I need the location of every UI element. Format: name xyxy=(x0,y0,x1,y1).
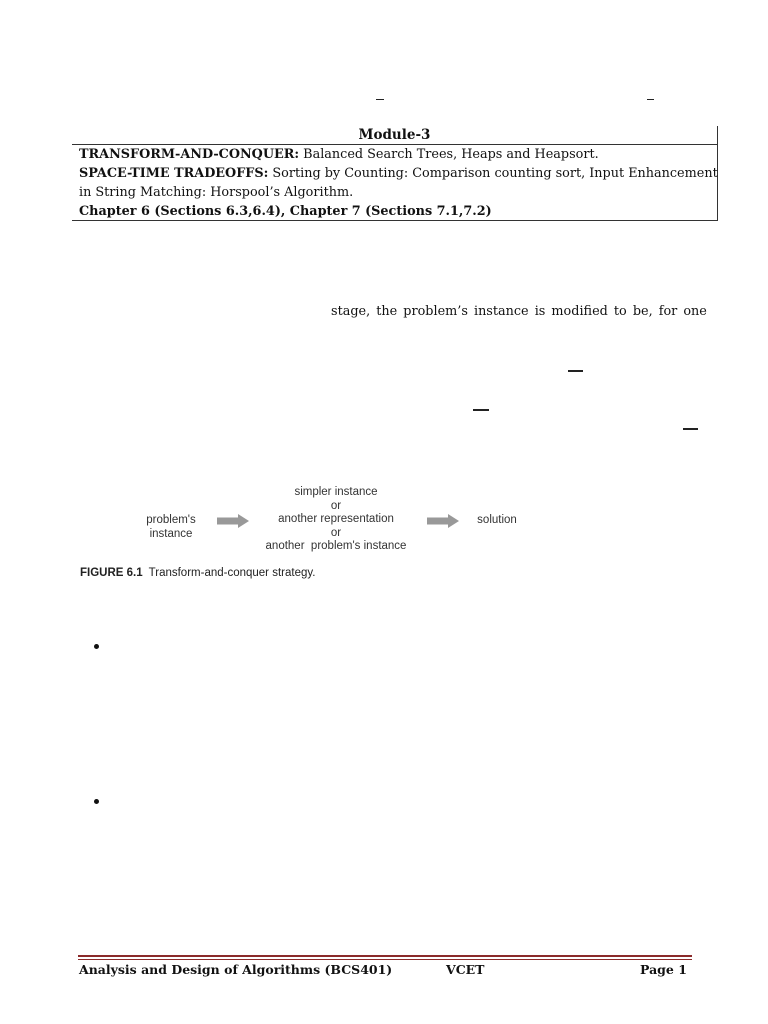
dash-mark xyxy=(568,370,583,372)
figure-left-label xyxy=(135,514,207,541)
module-chapters: Chapter 6 (Sections 6.3,6.4), Chapter 7 (Sections 7.1,7.2) xyxy=(79,204,492,219)
figure-mid-line-5: another problem's instance xyxy=(265,540,407,552)
figure-mid-line-4: or xyxy=(330,526,342,539)
right-arrow-icon xyxy=(427,514,459,528)
body-paragraph: stage, the problem’s instance is modified to be, for one xyxy=(331,304,707,319)
module-line-3: in String Matching: Horspool’s Algorithm. xyxy=(79,185,354,200)
module-title: Module-3 xyxy=(358,127,431,143)
figure-mid-line-3: another representation xyxy=(278,513,394,525)
figure-left-line-1: problem's xyxy=(146,514,196,526)
dash-mark xyxy=(683,428,698,430)
module-box xyxy=(72,126,718,221)
footer-page-number: Page 1 xyxy=(640,962,687,977)
topic-heading: TRANSFORM-AND-CONQUER: xyxy=(79,147,300,162)
footer-course: Analysis and Design of Algorithms (BCS401) xyxy=(79,962,393,977)
figure-mid-line-2: or xyxy=(330,499,342,512)
figure-left-line-2: instance xyxy=(149,527,193,540)
topic-text: Balanced Search Trees, Heaps and Heapsort. xyxy=(299,147,599,162)
figure-right-label: solution xyxy=(477,514,517,526)
figure-mid-line-1: simpler instance xyxy=(294,486,378,498)
bullet-point xyxy=(94,799,99,804)
figure-caption xyxy=(80,567,315,579)
topic-text: Sorting by Counting: Comparison counting sort, Input Enhancement xyxy=(268,166,718,181)
dash-mark xyxy=(647,99,654,100)
footer-rule xyxy=(78,955,692,957)
topic-heading: SPACE-TIME TRADEOFFS: xyxy=(79,166,269,181)
bullet-point xyxy=(94,644,99,649)
footer-college: VCET xyxy=(446,962,485,977)
footer-rule-thin xyxy=(78,959,692,960)
module-line-1 xyxy=(79,145,599,164)
dash-mark xyxy=(376,99,384,100)
figure-number: FIGURE 6.1 xyxy=(80,567,143,579)
module-line-2 xyxy=(79,164,718,183)
figure-caption-text: Transform-and-conquer strategy. xyxy=(148,567,316,579)
figure-middle-label xyxy=(246,486,426,554)
dash-mark xyxy=(473,409,489,411)
right-arrow-icon xyxy=(217,514,249,528)
